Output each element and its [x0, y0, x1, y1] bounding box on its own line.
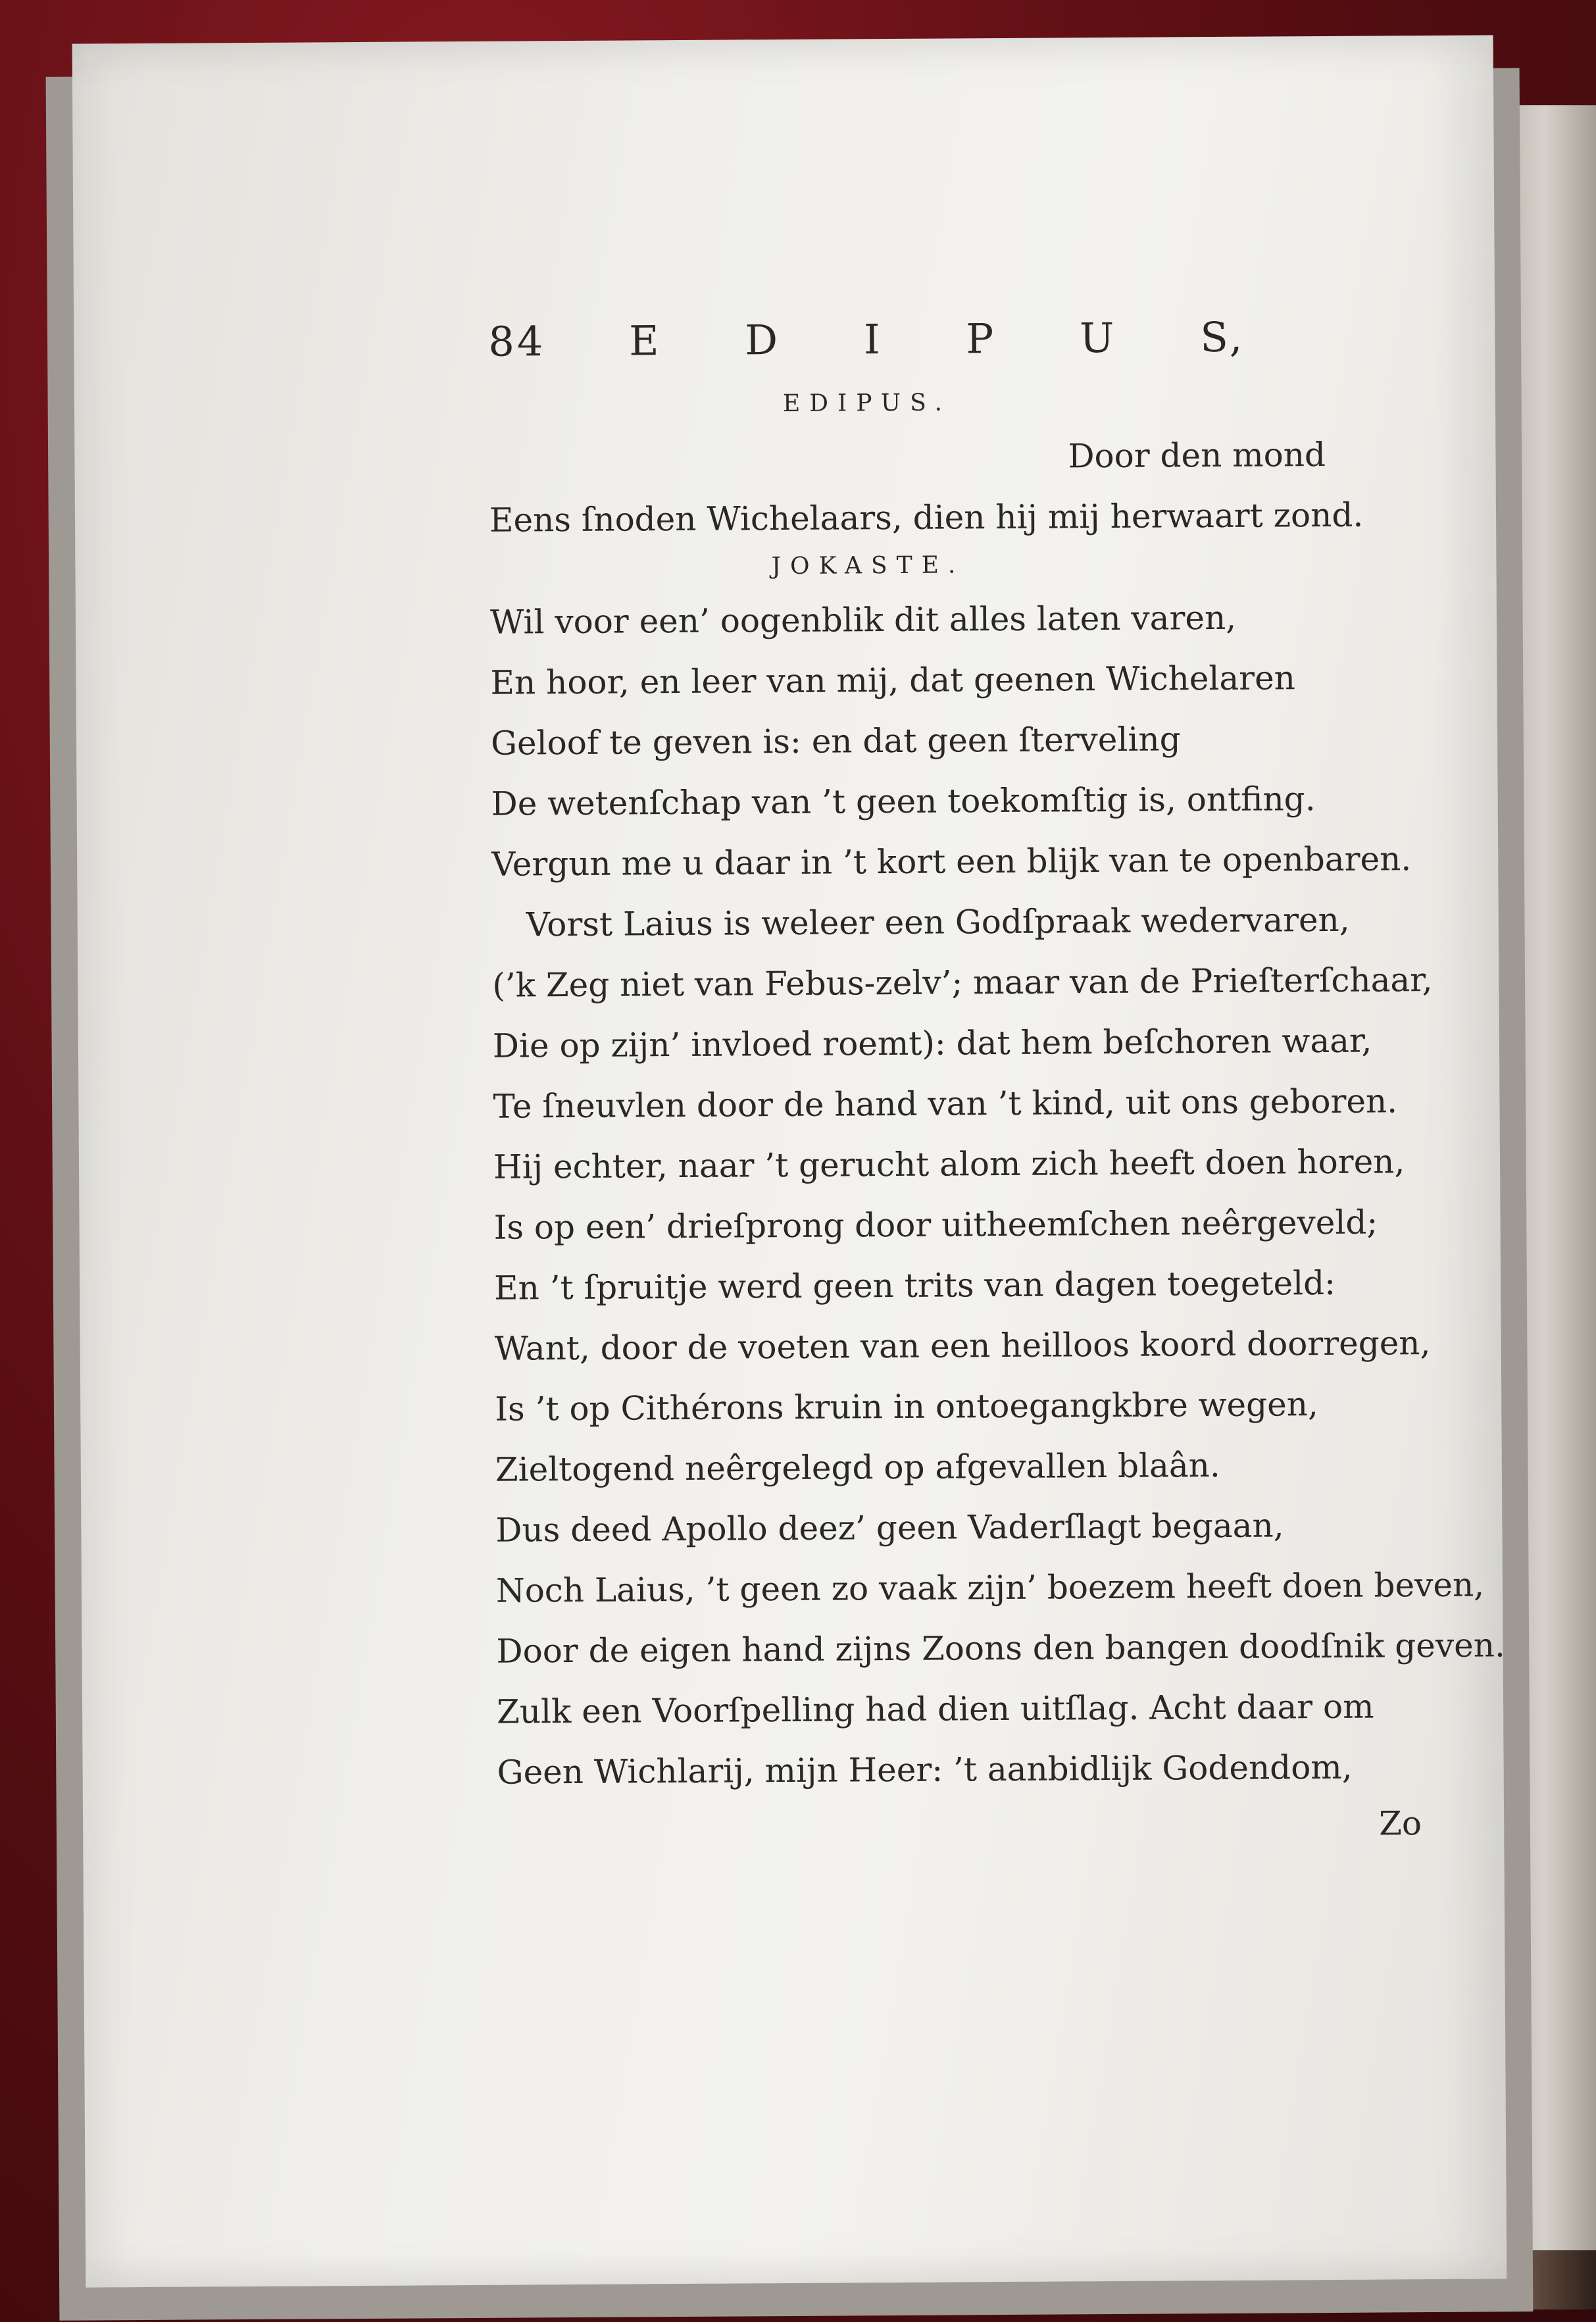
- verse-line: En hoor, en leer van mij, dat geenen Wichelaren: [490, 659, 1296, 702]
- page-number: 84: [488, 317, 546, 366]
- verse-line: Vergun me u daar in ’t kort een blijk van te openbaren.: [491, 840, 1412, 884]
- running-head-letter: U: [1079, 313, 1117, 363]
- verse-line: Door den mond: [1068, 436, 1326, 476]
- running-head-letter: D: [745, 316, 781, 365]
- verse-line: Geloof te geven is: en dat geen ſterveling: [490, 720, 1181, 763]
- verse-line: Wil voor een’ oogenblik dit alles laten varen,: [489, 598, 1237, 642]
- verse-line: Want, door de voeten van een heilloos koord doorregen,: [494, 1324, 1431, 1368]
- speaker-heading-edipus: EDIPUS.: [782, 389, 952, 418]
- verse-line: Dus deed Apollo deez’ geen Vaderſlagt begaan,: [495, 1506, 1284, 1550]
- verse-line: De wetenſchap van ’t geen toekomſtig is, ontfing.: [491, 780, 1316, 823]
- verse-line: Zulk een Voorſpelling had dien uitſlag. Acht daar om: [496, 1687, 1374, 1731]
- running-head-letter: I: [863, 315, 883, 364]
- verse-line: Is ’t op Cithérons kruin in ontoegangkbre wegen,: [495, 1385, 1318, 1428]
- verse-line: Door de eigen hand zijns Zoons den bangen doodſnik geven.: [496, 1626, 1506, 1671]
- speaker-heading-jokaste: JOKASTE.: [771, 551, 965, 580]
- verse-line: (’k Zeg niet van Febus-zelv’; maar van de Prieſterſchaar,: [492, 961, 1433, 1005]
- running-head-letter: E: [628, 316, 662, 365]
- running-head-letter: P: [966, 315, 997, 363]
- verse-line: Noch Laius, ’t geen zo vaak zijn’ boezem heeft doen beven,: [495, 1565, 1485, 1610]
- book-page: [72, 35, 1507, 2287]
- verse-line: Die op zijn’ invloed roemt): dat hem beſchoren waar,: [492, 1021, 1372, 1065]
- verse-line: Zieltogend neêrgelegd op afgevallen blaân.: [495, 1446, 1220, 1489]
- text-block: [488, 311, 1504, 1855]
- verse-line: Eens ſnoden Wichelaars, dien hij mij herwaart zond.: [489, 495, 1364, 540]
- verse-line: Geen Wichlarij, mijn Heer: ’t aanbidlijk Godendom,: [497, 1748, 1353, 1792]
- running-head: [488, 313, 1245, 366]
- verse-line: Vorst Laius is weleer een Godſpraak wedervaren,: [526, 900, 1350, 944]
- verse-line: Is op een’ drieſprong door uitheemſchen neêrgeveld;: [493, 1203, 1378, 1247]
- verse-line: Hij echter, naar ’t gerucht alom zich heeft doen horen,: [493, 1142, 1405, 1186]
- verse-line: En ’t ſpruitje werd geen trits van dagen toegeteld:: [493, 1263, 1336, 1307]
- running-head-letter: S,: [1200, 313, 1245, 362]
- verse-line: Te ſneuvlen door de hand van ’t kind, uit ons geboren.: [493, 1082, 1398, 1126]
- catchword: Zo: [1378, 1804, 1422, 1843]
